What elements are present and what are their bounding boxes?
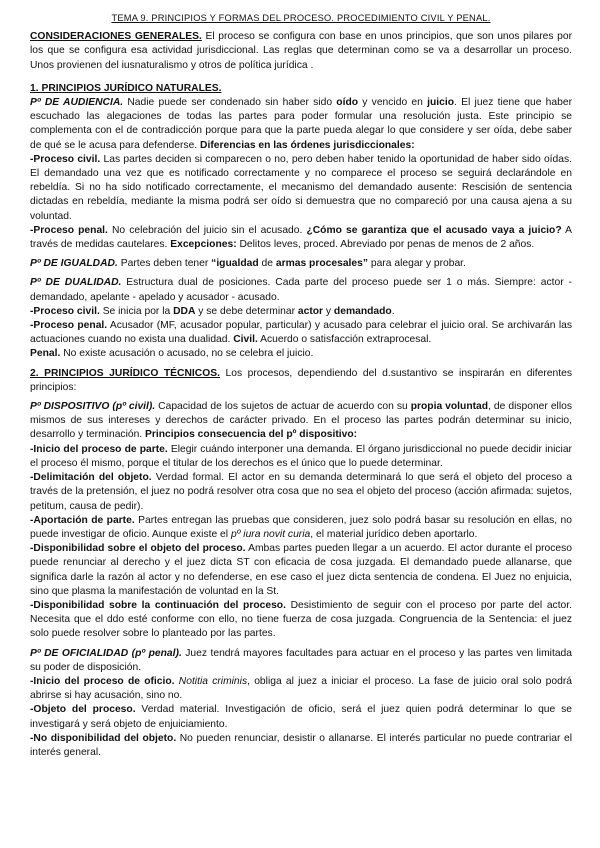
audiencia-label: Pº DE AUDIENCIA.: [30, 97, 124, 109]
dualidad-penal2-paragraph: Penal. No existe acusación o acusado, no se celebra el juicio.: [30, 348, 314, 360]
intro-paragraph: [30, 30, 572, 73]
dispositivo-item: -Aportación de parte. Partes entregan las pruebas que consideren, juez solo podrá basar su resolución en ellas, no puede investigar de oficio. Aunque existe el pº iura novit curia, el material jurídico deben aportarlo.: [30, 514, 572, 540]
dualidad-penal-paragraph: -Proceso penal. Acusador (MF, acusador popular, particular) y acusado para celebrar el juicio oral. Se archivarán las actuaciones cuando no exista una dualidad. Civil. Acuerdo o satisfacción extraprocesal.: [30, 320, 572, 346]
dispositivo-paragraph: Pº DISPOSITIVO (pº civil). Capacidad de los sujetos de actuar de acuerdo con su propia voluntad, de disponer ellos mismos de sus intereses y derechos de carácter privado. En el proceso las partes podrán determinar su inicio, desarrollo y terminación. Principios consecuencia del pº dispositivo:: [30, 401, 573, 441]
oficialidad-label: Pº DE OFICIALIDAD (pº penal).: [30, 647, 182, 659]
dualidad-civil-paragraph: -Proceso civil. Se inicia por la DDA y se debe determinar actor y demandado.: [30, 305, 395, 317]
dispositivo-item: -Disponibilidad sobre el objeto del proceso. Ambas partes pueden llegar a un acuerdo. El actor durante el proceso puede renunciar al derecho y el juez dicta ST con eficacia de cosa juzgada. El demandado puede allanarse, que significa darle la razón al actor y no defenderse, en ese caso el juez dicta sentencia de condena. El Juez no enjuicia, sino que plasma la manifestación de voluntad en la St.: [30, 543, 572, 597]
igualdad-paragraph: Pº DE IGUALDAD. Partes deben tener “igualdad de armas procesales” para alegar y probar.: [30, 258, 466, 270]
dualidad-paragraph: Pº DE DUALIDAD. Estructura dual de posiciones. Cada parte del proceso puede ser 1 o más. Siempre: actor - demandado, apelante - apelado y acusador - acusado.: [30, 277, 572, 303]
audiencia-paragraph: Pº DE AUDIENCIA. Nadie puede ser condenado sin haber sido oído y vencido en juicio. El juez tiene que haber escuchado las alegaciones de todas las partes para poder formular una resolución justa. Este principio se complementa con el de contradicción porque para que la parte pueda alegar lo que considere y ser oída, debe saber de qué se le acusa para defenderse. Diferencias en las órdenes jurisdiccionales:: [30, 97, 573, 151]
dispositivo-label: Pº DISPOSITIVO (pº civil).: [30, 401, 156, 413]
intro-text: El proceso se configura con base en unos principios, que son unos pilares por los que se configura esa actividad jurisdiccional. Las reglas que determinan como se va a desarrollar un proceso. Unos provienen del iusnaturalismo y otros de política jurídica .: [30, 31, 572, 71]
section-2-paragraph: 2. PRINCIPIOS JURÍDICO TÉCNICOS. Los procesos, dependiendo del d.sustantivo se inspirarán en diferentes principios:: [30, 367, 572, 393]
oficialidad-paragraph: Pº DE OFICIALIDAD (pº penal). Juez tendrá mayores facultades para actuar en el proceso y las partes ven limitada su poder de disposición.: [30, 647, 573, 673]
section-2-heading: 2. PRINCIPIOS JURÍDICO TÉCNICOS.: [30, 367, 220, 379]
oficialidad-item: -No disponibilidad del objeto. No pueden renunciar, desistir o allanarse. El interés particular no puede contrariar el interés general.: [30, 732, 572, 758]
oficialidad-item: -Objeto del proceso. Verdad material. Investigación de oficio, será el juez quien podrá determinar lo que se investigará y será objeto de enjuiciamiento.: [30, 704, 572, 730]
intro-heading: CONSIDERACIONES GENERALES.: [30, 31, 202, 43]
audiencia-civil-paragraph: -Proceso civil. Las partes deciden si comparecen o no, pero deben haber tenido la oportunidad de haber sido oídas. El demandado una vez que es notificado correctamente y no comparece el proceso se seguirá declarándole en rebeldía. Si no ha sido notificado correctamente, el mecanismo del demandado ausente: Rescisión de sentencia dictadas en rebeldía, mediante la misma podrá ser oído si demuestra que no compareció por una causa ajena a su voluntad.: [30, 153, 572, 222]
audiencia-penal-paragraph: -Proceso penal. No celebración del juicio sin el acusado. ¿Cómo se garantiza que el acusado vaya a juicio? A través de medidas cautelares. Excepciones: Delitos leves, proced. Abreviado por penas de menos de 2 años.: [30, 224, 572, 251]
dispositivo-item: -Disponibilidad sobre la continuación del proceso. Desistimiento de seguir con el proceso por parte del actor. Necesita que el ddo esté conforme con ello, no tiene fuerza de cosa juzgada. Congruencia de la Sentencia: el juez solo puede resolver sobre lo planteado por las partes.: [30, 599, 573, 640]
section-1-heading: 1. PRINCIPIOS JURÍDICO NATURALES.: [30, 82, 222, 94]
dispositivo-item: -Delimitación del objeto. Verdad formal. El actor en su demanda determinará lo que será el objeto del proceso a través de la pretensión, el juez no podrá resolver otra cosa que no sea el objeto del proceso (acción afirmada: sujetos, petitum, causa de pedir).: [30, 472, 572, 512]
igualdad-label: Pº DE IGUALDAD.: [30, 258, 118, 270]
page-title: TEMA 9. PRINCIPIOS Y FORMAS DEL PROCESO. PROCEDIMIENTO CIVIL Y PENAL.: [111, 13, 491, 23]
dispositivo-item: -Inicio del proceso de parte. Elegir cuándo interponer una demanda. El órgano jurisdiccional no puede decidir iniciar el proceso él mismo, porque el titular de los derechos es el único que lo puede determinar.: [30, 443, 572, 469]
dualidad-label: Pº DE DUALIDAD.: [30, 277, 122, 289]
oficialidad-item: -Inicio del proceso de oficio. Notitia criminis, obliga al juez a iniciar el proceso. La fase de juicio oral solo podrá abrirse si hay acusación, sino no.: [30, 675, 573, 702]
